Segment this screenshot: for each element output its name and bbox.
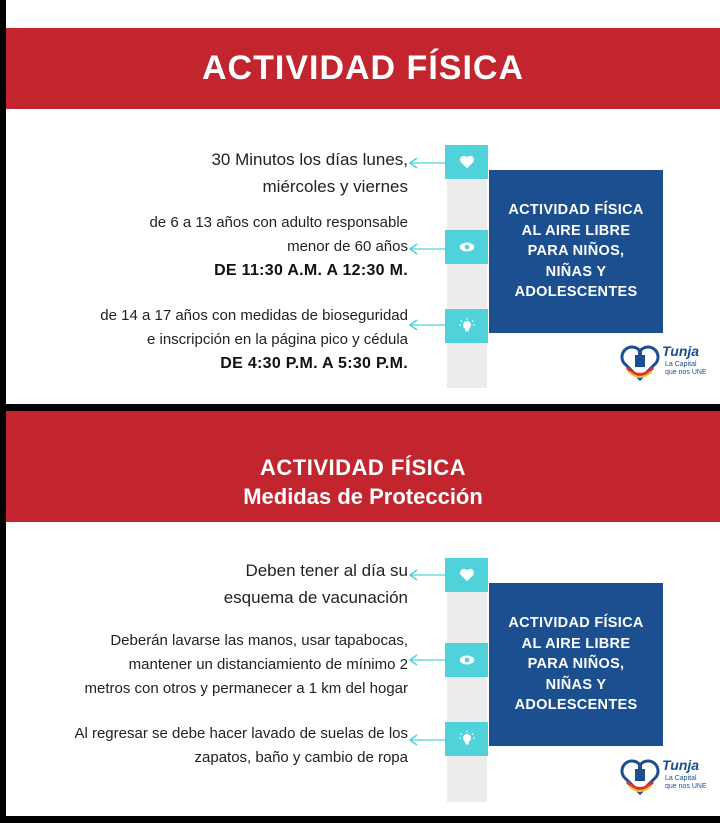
box-line: NIÑAS Y [545,263,607,280]
timeline-track [447,145,487,388]
box-line: ACTIVIDAD FÍSICA [508,202,644,219]
box-line: ADOLESCENTES [514,284,638,301]
logo-tagline-line: que nos UNE [665,369,707,376]
eye-icon [445,643,488,677]
item-text-line: Deben tener al día su [245,561,408,580]
infographic-panel-schedule [6,0,720,404]
item-text-line: miércoles y viernes [262,177,408,196]
box-line: PARA NIÑOS, [527,243,625,260]
item-text-line: menor de 60 años [287,238,408,255]
box-line: PARA NIÑOS, [527,656,625,673]
schedule-item-children [149,211,408,283]
arrow-icon [409,734,445,746]
item-text-line: mantener un distanciamiento de mínimo 2 [128,656,408,673]
schedule-item-days [211,146,408,200]
arrow-icon [409,243,445,255]
title-banner [6,28,720,109]
eye-icon [445,230,488,264]
protection-item-vaccination [224,557,408,611]
item-text-line: Al regresar se debe hacer lavado de suelas de los [74,725,408,742]
infographic-panel-protection [6,411,720,816]
logo-tagline-line: que nos UNE [665,783,707,790]
arrow-icon [409,654,445,666]
heart-icon [445,558,488,592]
schedule-item-teens [100,304,408,376]
item-text-line: esquema de vacunación [223,588,408,607]
item-text-line: Deberán lavarse las manos, usar tapabocas, [110,632,408,649]
box-line: ADOLESCENTES [514,697,638,714]
item-time: DE 11:30 A.M. A 12:30 M. [214,262,408,279]
heart-icon [445,145,488,179]
timeline-track [447,558,487,802]
logo-tagline-line: La Capital [665,775,697,782]
activity-summary-box [489,583,663,746]
arrow-icon [409,569,445,581]
box-line: NIÑAS Y [545,676,607,693]
banner-title: ACTIVIDAD FÍSICA [260,455,466,480]
arrow-icon [409,157,445,169]
item-text-line: metros con otros y permanecer a 1 km del hogar [84,680,408,697]
item-text-line: zapatos, baño y cambio de ropa [194,749,408,766]
item-text-line: e inscripción en la página pico y cédula [147,331,408,348]
item-time: DE 4:30 P.M. A 5:30 P.M. [220,355,408,372]
arrow-icon [409,319,445,331]
item-text-line: de 14 a 17 años con medidas de bioseguridad [100,307,408,324]
lightbulb-icon [445,309,488,343]
box-line: AL AIRE LIBRE [521,635,631,652]
banner-subtitle: Medidas de Protección [243,484,483,509]
lightbulb-icon [445,722,488,756]
logo-tagline [665,361,707,377]
logo-tagline-line: La Capital [665,361,697,368]
item-text-line: de 6 a 13 años con adulto responsable [149,214,408,231]
banner-title: ACTIVIDAD FÍSICA [202,49,524,87]
protection-item-return [74,722,408,770]
tunja-logo [619,755,711,797]
item-text-line: 30 Minutos los días lunes, [211,150,408,169]
tunja-emblem-icon [619,341,661,383]
box-line: AL AIRE LIBRE [521,222,631,239]
logo-name: Tunja [662,757,700,773]
tunja-emblem-icon [619,755,661,797]
logo-name: Tunja [662,343,700,359]
box-line: ACTIVIDAD FÍSICA [508,615,644,632]
activity-summary-box [489,170,663,333]
logo-tagline [665,775,707,791]
tunja-logo [619,341,711,383]
protection-item-hygiene [85,629,408,701]
title-banner [6,411,720,522]
